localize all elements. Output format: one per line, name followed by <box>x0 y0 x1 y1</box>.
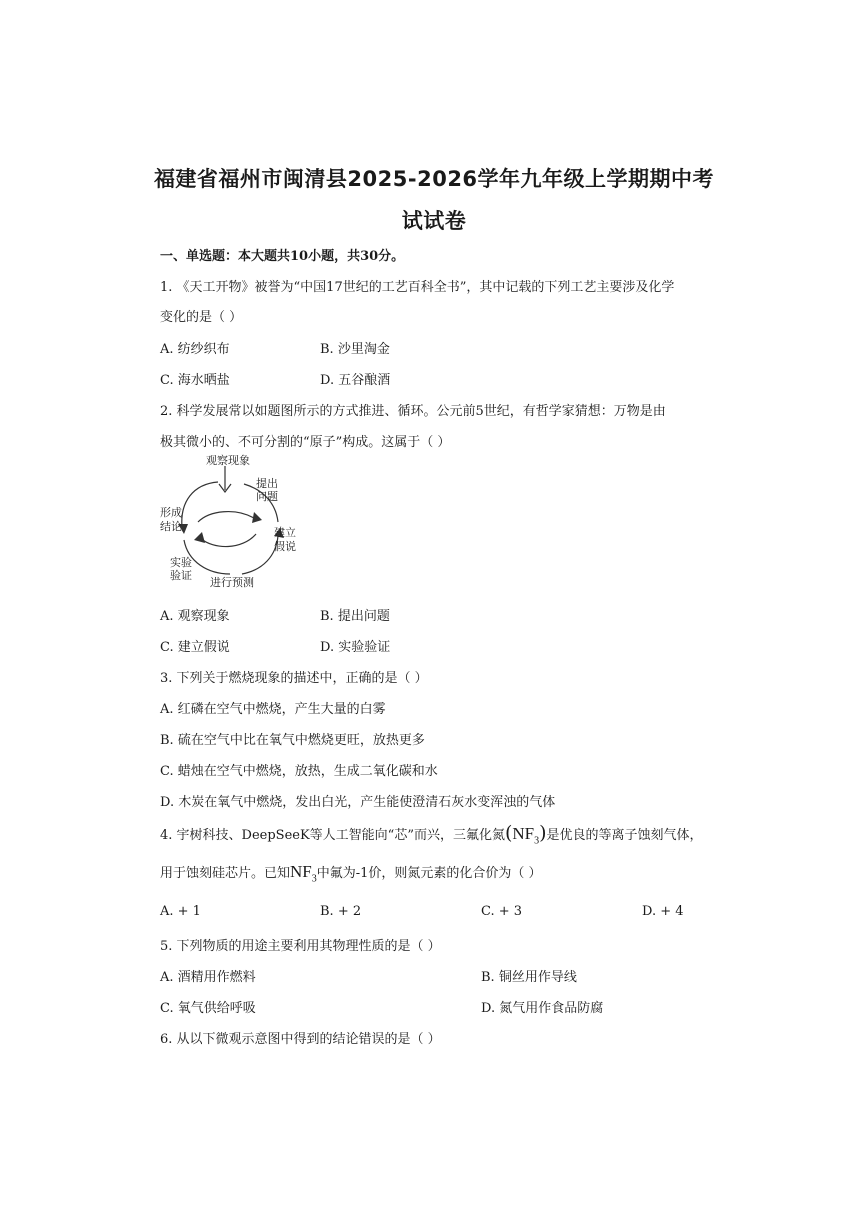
question-5-option-c: C. 氧气供给呼吸 <box>160 1001 256 1016</box>
question-2-line-2: 极其微小的、不可分割的“原子”构成。这属于（ ） <box>160 435 451 450</box>
inner-arrowhead-left <box>194 532 205 543</box>
diagram-label-right-top-1: 提出 <box>256 477 278 490</box>
exam-title-line-2: 试试卷 <box>401 209 467 233</box>
formula-base-inline: NF <box>290 862 312 881</box>
question-3-option-b: B. 硫在空气中比在氧气中燃烧更旺，放热更多 <box>160 733 425 748</box>
diagram-label-right-1: 建立 <box>274 526 296 539</box>
diagram-label-top: 观察现象 <box>206 454 250 467</box>
question-4-option-a: A. + 1 <box>160 904 201 919</box>
question-2-option-a: A. 观察现象 <box>160 609 230 624</box>
inner-arrow-upper <box>198 512 254 522</box>
exam-title-line-1: 福建省福州市闽清县2025-2026学年九年级上学期期中考 <box>153 167 715 191</box>
diagram-label-left-2: 结论 <box>160 520 182 533</box>
question-1-option-b: B. 沙里淘金 <box>320 342 390 357</box>
diagram-label-bottom: 进行预测 <box>210 576 254 589</box>
question-5-line-1: 5. 下列物质的用途主要利用其物理性质的是（ ） <box>160 939 441 954</box>
question-4-option-d: D. + 4 <box>642 904 684 919</box>
question-1-option-a: A. 纺纱织布 <box>160 342 230 357</box>
question-5-option-a: A. 酒精用作燃料 <box>160 970 256 985</box>
nf3-formula-inline <box>290 862 317 885</box>
diagram-label-left-bottom-1: 实验 <box>170 556 192 569</box>
formula-paren-open: ( <box>504 822 513 844</box>
question-4-text-c: 用于蚀刻硅芯片。已知 <box>160 866 291 881</box>
question-1-option-c: C. 海水晒盐 <box>160 373 230 388</box>
top-down-arrow <box>219 466 231 492</box>
question-5-option-b: B. 铜丝用作导线 <box>481 970 577 985</box>
question-4-option-b: B. + 2 <box>320 904 362 919</box>
diagram-label-right-2: 假说 <box>274 540 296 553</box>
question-4-line-1 <box>160 822 703 846</box>
question-3-line-1: 3. 下列关于燃烧现象的描述中，正确的是（ ） <box>160 671 428 686</box>
question-5-option-d: D. 氮气用作食品防腐 <box>481 1001 604 1016</box>
question-1-line-1: 1. 《天工开物》被誉为“中国17世纪的工艺百科全书”，其中记载的下列工艺主要涉及化学 <box>160 280 675 295</box>
question-1-option-d: D. 五谷酿酒 <box>320 373 391 388</box>
science-cycle-diagram <box>158 452 303 592</box>
question-6-line-1: 6. 从以下微观示意图中得到的结论错误的是（ ） <box>160 1032 441 1047</box>
question-2-option-d: D. 实验验证 <box>320 640 391 655</box>
nf3-formula <box>512 824 540 847</box>
question-4-line-2 <box>160 862 542 884</box>
question-2-option-b: B. 提出问题 <box>320 609 390 624</box>
question-4-option-c: C. + 3 <box>481 904 523 919</box>
diagram-label-right-top-2: 问题 <box>256 490 278 503</box>
formula-subscript: 3 <box>534 835 540 847</box>
question-1-line-2: 变化的是（ ） <box>160 310 243 325</box>
inner-arrowhead-right <box>252 512 262 523</box>
formula-subscript-inline: 3 <box>311 873 317 885</box>
question-2-option-c: C. 建立假说 <box>160 640 230 655</box>
diagram-label-left-bottom-2: 验证 <box>170 569 192 582</box>
section-heading: 一、单选题：本大题共10小题，共30分。 <box>160 249 405 264</box>
question-3-option-d: D. 木炭在氧气中燃烧，发出白光，产生能使澄清石灰水变浑浊的气体 <box>160 795 556 810</box>
diagram-label-left-1: 形成 <box>160 506 182 519</box>
question-4-text-d: 中氟为-1价，则氮元素的化合价为（ ） <box>316 866 542 881</box>
question-3-option-c: C. 蜡烛在空气中燃烧，放热，生成二氧化碳和水 <box>160 764 438 779</box>
inner-arrow-lower <box>200 534 256 547</box>
formula-base: NF <box>512 824 535 843</box>
question-2-line-1: 2. 科学发展常以如题图所示的方式推进、循环。公元前5世纪，有哲学家猜想：万物是由 <box>160 404 666 419</box>
question-3-option-a: A. 红磷在空气中燃烧，产生大量的白雾 <box>160 702 386 717</box>
question-4-text-a: 4. 宇树科技、DeepSeeK等人工智能向“芯”而兴，三氟化氮 <box>160 828 505 843</box>
question-4-text-b: 是优良的等离子蚀刻气体， <box>546 828 703 843</box>
formula-paren-close: ) <box>539 822 547 844</box>
